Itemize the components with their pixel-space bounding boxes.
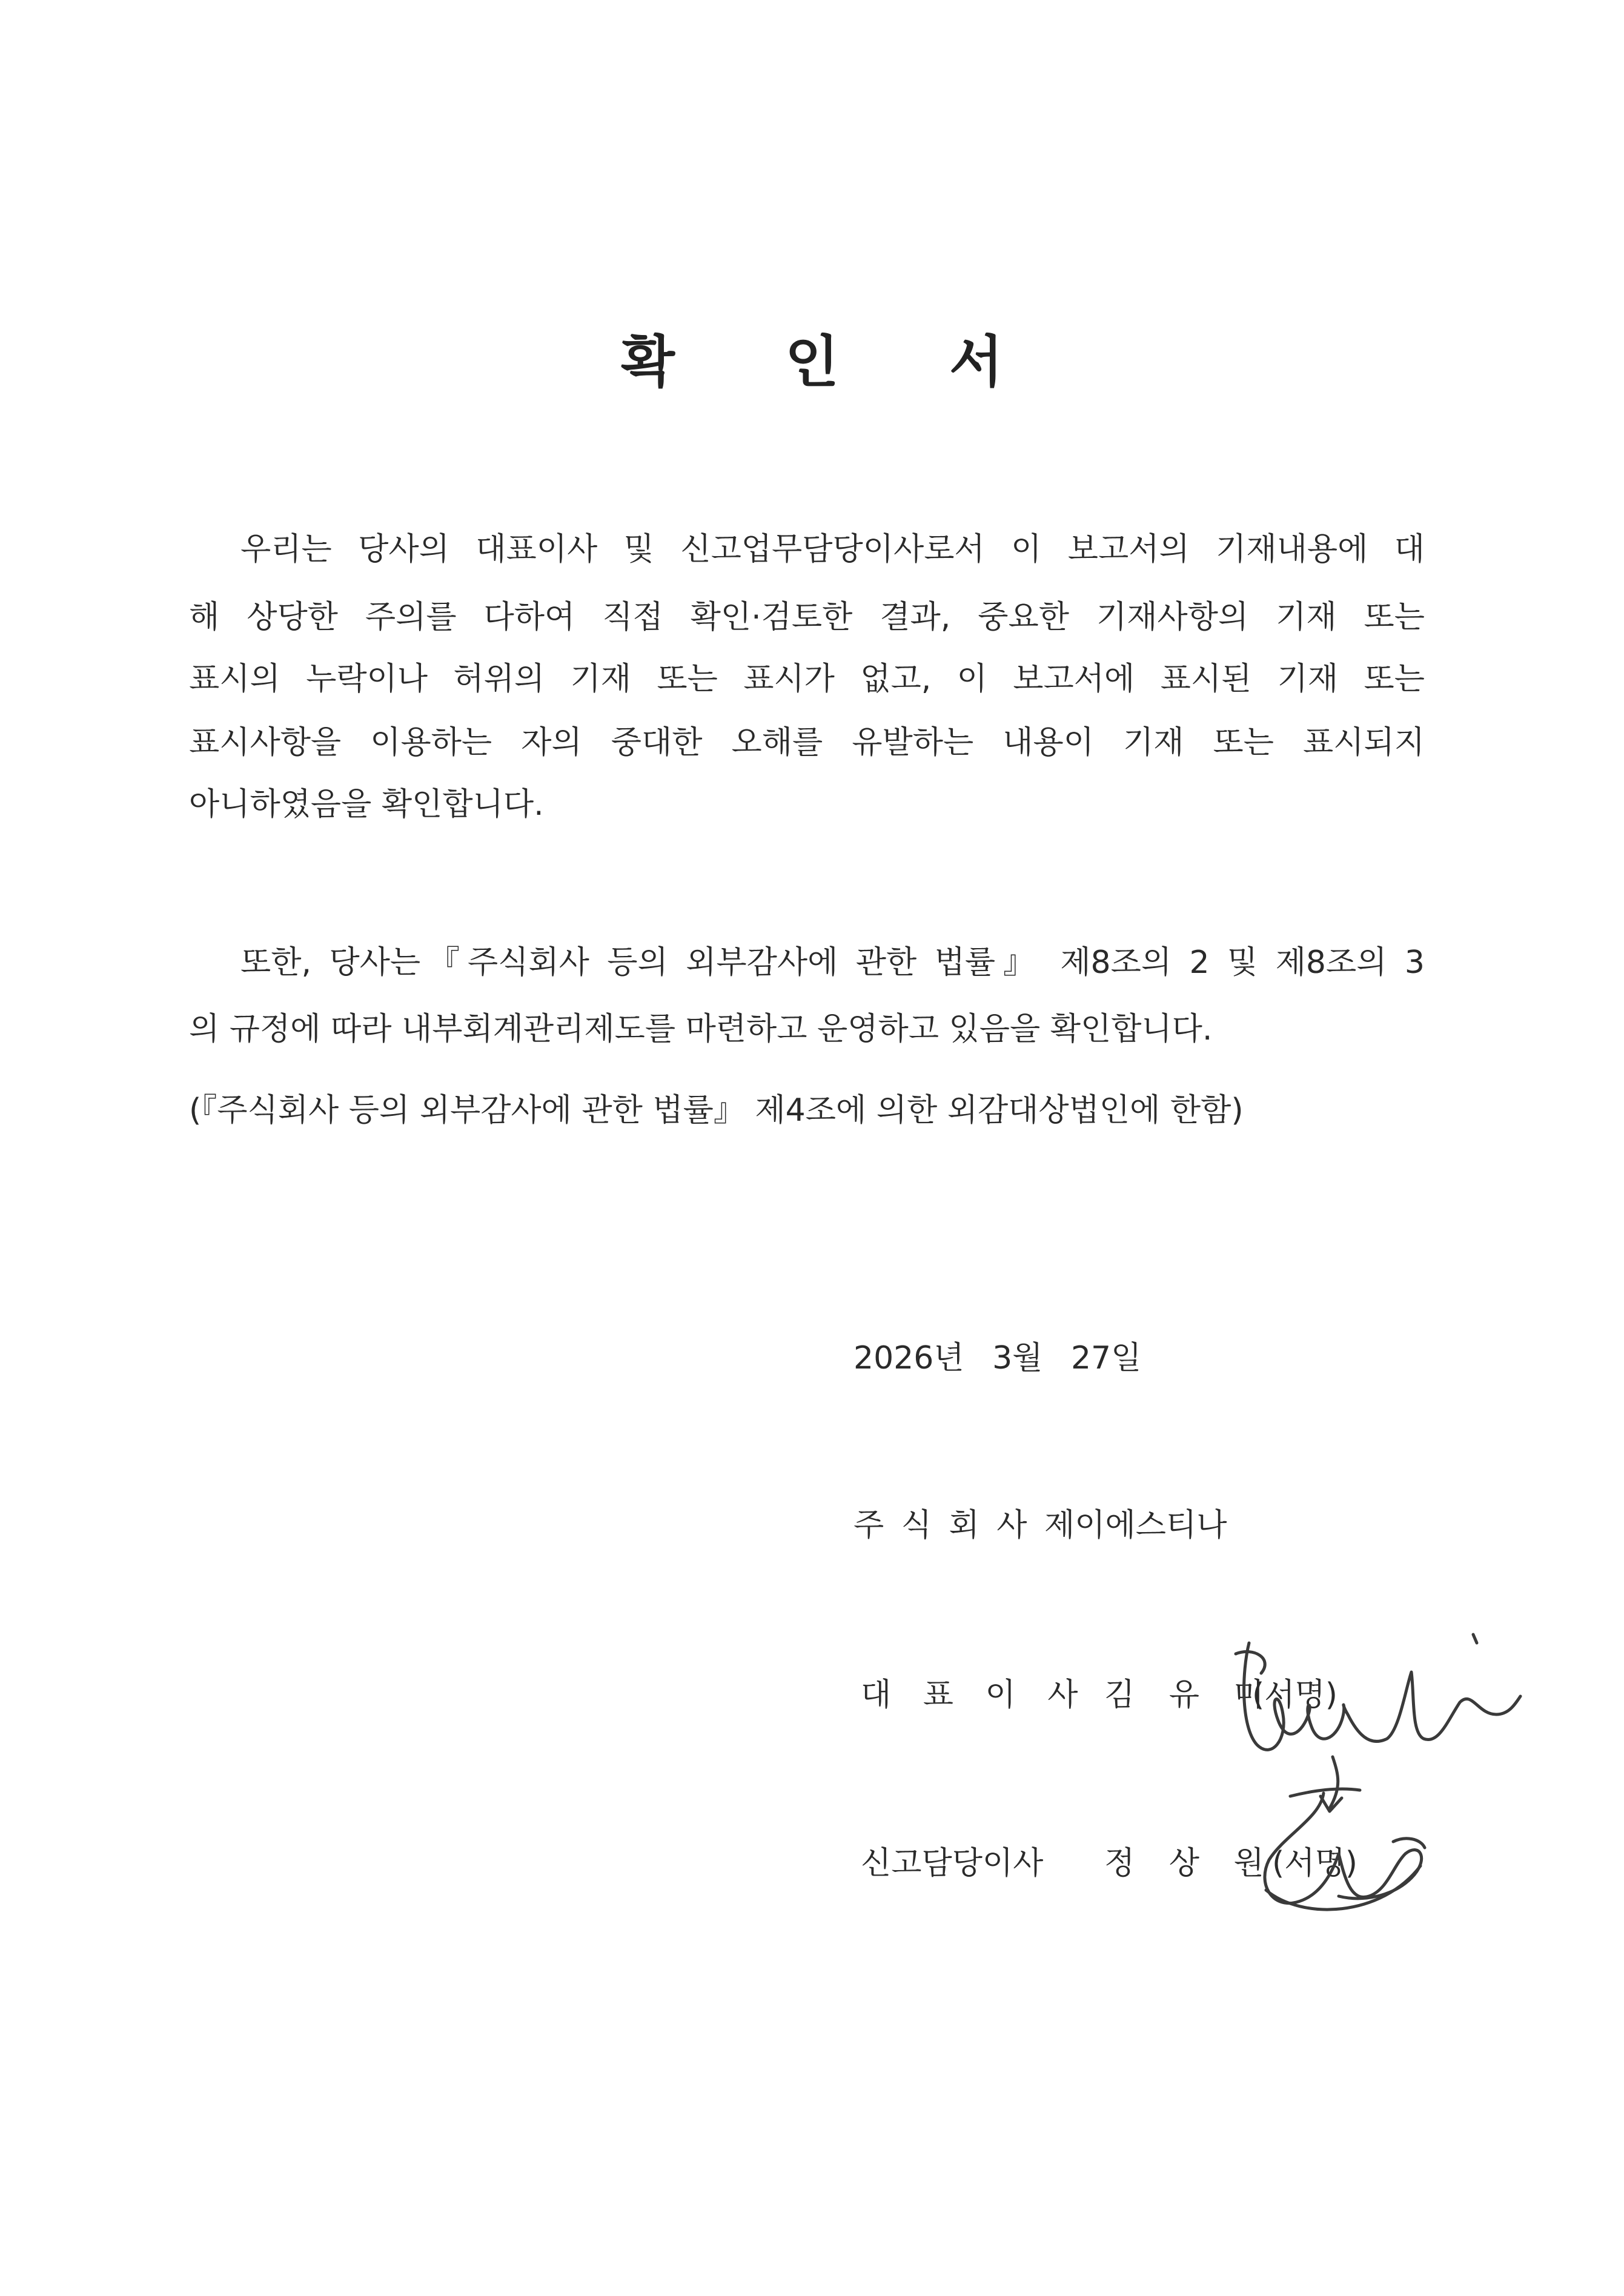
paragraph1-line-4: 표시사항을 이용하는 자의 중대한 오해를 유발하는 내용이 기재 또는 표시되지 <box>189 725 1425 761</box>
document-title: 확 인 서 <box>621 330 1003 394</box>
ceo-role-label: 대 표 이 사 <box>861 1677 1078 1713</box>
ceo-signature-label: (서명) <box>1252 1677 1338 1713</box>
ceo-name: 김 유 미 <box>1104 1677 1264 1713</box>
ceo-handwritten-signature <box>1236 1634 1520 1811</box>
officer-role-label: 신고담당이사 <box>861 1845 1044 1882</box>
officer-signature-label: (서명) <box>1272 1845 1358 1882</box>
paragraph2-line-2: 의 규정에 따라 내부회계관리제도를 마련하고 운영하고 있음을 확인합니다. <box>189 1011 1213 1047</box>
document-date: 2026년 3월 27일 <box>853 1340 1142 1376</box>
paragraph2-line-1: 또한, 당사는『주식회사 등의 외부감사에 관한 법률』 제8조의 2 및 제8조의 3 <box>240 944 1425 981</box>
paragraph1-line-1: 우리는 당사의 대표이사 및 신고업무담당이사로서 이 보고서의 기재내용에 대 <box>240 531 1425 568</box>
company-name: 주 식 회 사 제이에스티나 <box>853 1507 1227 1544</box>
paragraph1-line-3: 표시의 누락이나 허위의 기재 또는 표시가 없고, 이 보고서에 표시된 기재 또는 <box>189 661 1425 697</box>
paragraph1-line-2: 해 상당한 주의를 다하여 직접 확인·검토한 결과, 중요한 기재사항의 기재 또는 <box>189 599 1425 635</box>
scope-note: (『주식회사 등의 외부감사에 관한 법률』 제4조에 의한 외감대상법인에 한함) <box>189 1092 1244 1129</box>
officer-name: 정 상 원 <box>1104 1845 1264 1882</box>
paragraph1-line-5: 아니하였음을 확인합니다. <box>189 786 544 823</box>
